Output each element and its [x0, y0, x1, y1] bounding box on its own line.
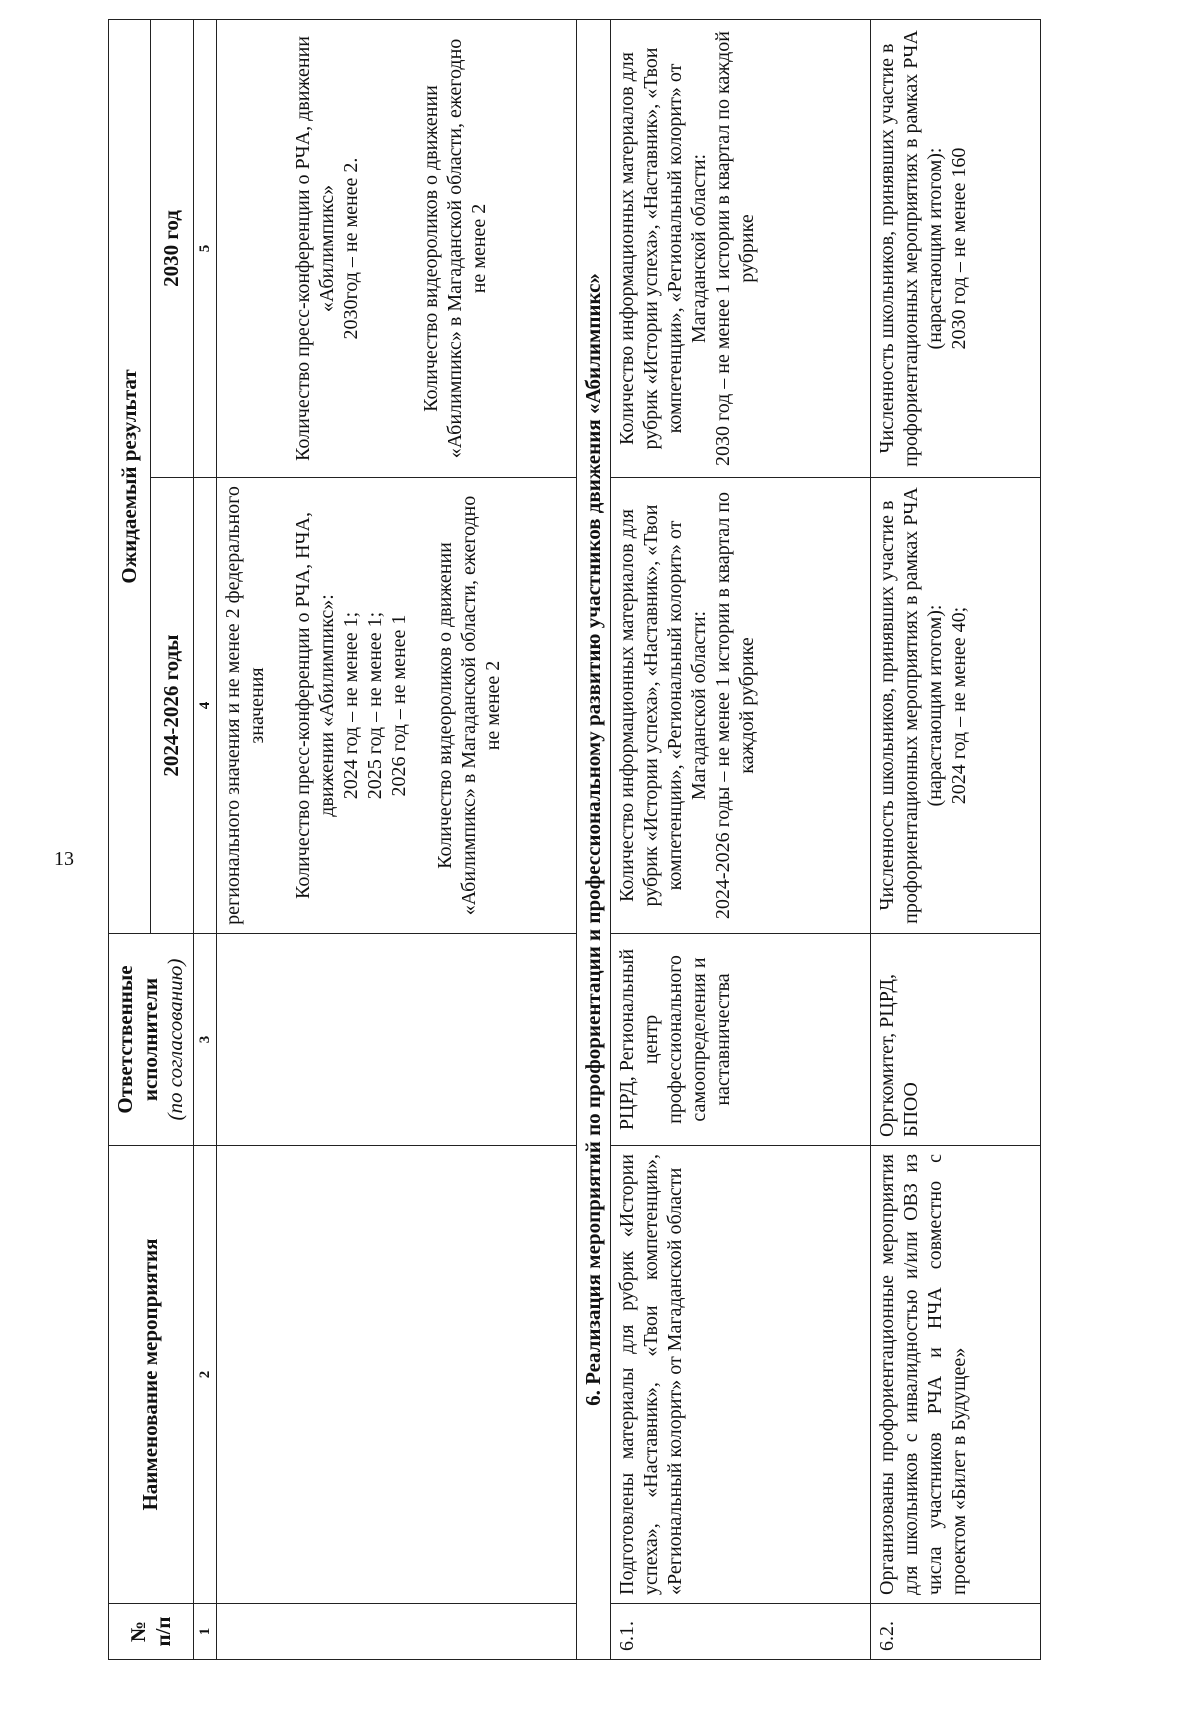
result-text: 2024 год – не менее 40;: [947, 606, 970, 805]
colnum-3: 3: [193, 934, 216, 1146]
header-2024-2026: 2024-2026 годы: [151, 478, 193, 934]
result-text: Численность школьников, принявших участие в профориентационных мероприятиях в рамках РЧА (нарастающим итогом):: [875, 30, 946, 467]
row-result-2030: [870, 19, 1040, 477]
result-text: Количество информационных материалов для рубрик «Истории успеха», «Наставник», «Твои компетенции», «Региональный колорит» от Магаданской области:: [615, 47, 710, 450]
continued-row: [216, 19, 576, 1659]
colnum-4: 4: [193, 478, 216, 934]
header-executors-title: Ответственные исполнители: [113, 965, 163, 1114]
result-text: 2030 год – не менее 1 истории в квартал по каждой рубрике: [711, 31, 758, 466]
result-text: 2030 год – не менее 160: [947, 147, 970, 350]
result-text: Количество видеороликов о движении «Абилимпикс» в Магаданской области, ежегодно не менее 2: [419, 38, 490, 459]
continued-num: [216, 1604, 576, 1660]
page-number: 13: [54, 848, 74, 870]
result-text: 2024 год – не менее 1;: [339, 611, 362, 800]
header-row: [109, 19, 151, 1659]
continued-name: [216, 1146, 576, 1604]
table-row: [610, 19, 870, 1659]
section-6-row: [576, 19, 610, 1659]
header-event-name: Наименование мероприятия: [109, 1146, 194, 1604]
rotated-page-content: [0, 20, 1050, 1660]
table-row: [870, 19, 1040, 1659]
result-text: Численность школьников, принявших участие в профориентационных мероприятиях в рамках РЧА (нарастающим итогом):: [875, 487, 946, 924]
result-text: 2025 год – не менее 1;: [363, 611, 386, 800]
header-executors: [109, 934, 194, 1146]
header-number: № п/п: [109, 1604, 194, 1660]
row-result-2024: [610, 478, 870, 934]
continued-result-2024: [216, 478, 576, 934]
header-expected-result: Ожидаемый результат: [109, 19, 151, 933]
row-number: 6.2.: [870, 1604, 1040, 1660]
row-number: 6.1.: [610, 1604, 870, 1660]
header-executors-sub: (по согласованию): [163, 958, 188, 1121]
result-text: Количество пресс-конференции о РЧА, движении «Абилимпикс»: [291, 36, 338, 461]
continued-result-2030: [216, 19, 576, 477]
result-text: регионального значения и не менее 2 федерального значения: [221, 486, 268, 925]
row-event-name: Организованы профориентационные мероприятия для школьников с инвалидностью и/или ОВЗ из числа участников РЧА и НЧА совместно с проектом «Билет в Будущее»: [870, 1146, 1040, 1604]
colnum-1: 1: [193, 1604, 216, 1660]
colnum-5: 5: [193, 19, 216, 477]
row-result-2024: [870, 478, 1040, 934]
row-event-name: Подготовлены материалы для рубрик «Истории успеха», «Наставник», «Твои компетенции», «Региональный колорит» от Магаданской области: [610, 1146, 870, 1604]
header-2030: 2030 год: [151, 19, 193, 477]
row-executors: Оргкомитет, РЦРД, БПОО: [870, 934, 1040, 1146]
row-result-2030: [610, 19, 870, 477]
section-6-title: 6. Реализация мероприятий по профориентации и профессиональному развитию участников движения «Абилимпикс»: [576, 19, 610, 1659]
result-text: Количество информационных материалов для рубрик «Истории успеха», «Наставник», «Твои компетенции», «Региональный колорит» от Магаданской области:: [615, 504, 710, 907]
colnum-2: 2: [193, 1146, 216, 1604]
result-text: Количество пресс-конференции о РЧА, НЧА, движении «Абилимпикс»:: [291, 512, 338, 899]
result-text: Количество видеороликов о движении «Абилимпикс» в Магаданской области, ежегодно не менее 2: [433, 495, 504, 916]
plan-table: [108, 19, 1041, 1660]
result-text: 2024-2026 годы – не менее 1 истории в квартал по каждой рубрике: [711, 491, 758, 920]
result-text: 2030год – не менее 2.: [339, 157, 362, 340]
continued-executors: [216, 934, 576, 1146]
column-number-row: [193, 19, 216, 1659]
result-text: 2026 год – не менее 1: [387, 614, 410, 797]
row-executors: РЦРД, Региональный центр профессионального самоопределения и наставничества: [610, 934, 870, 1146]
